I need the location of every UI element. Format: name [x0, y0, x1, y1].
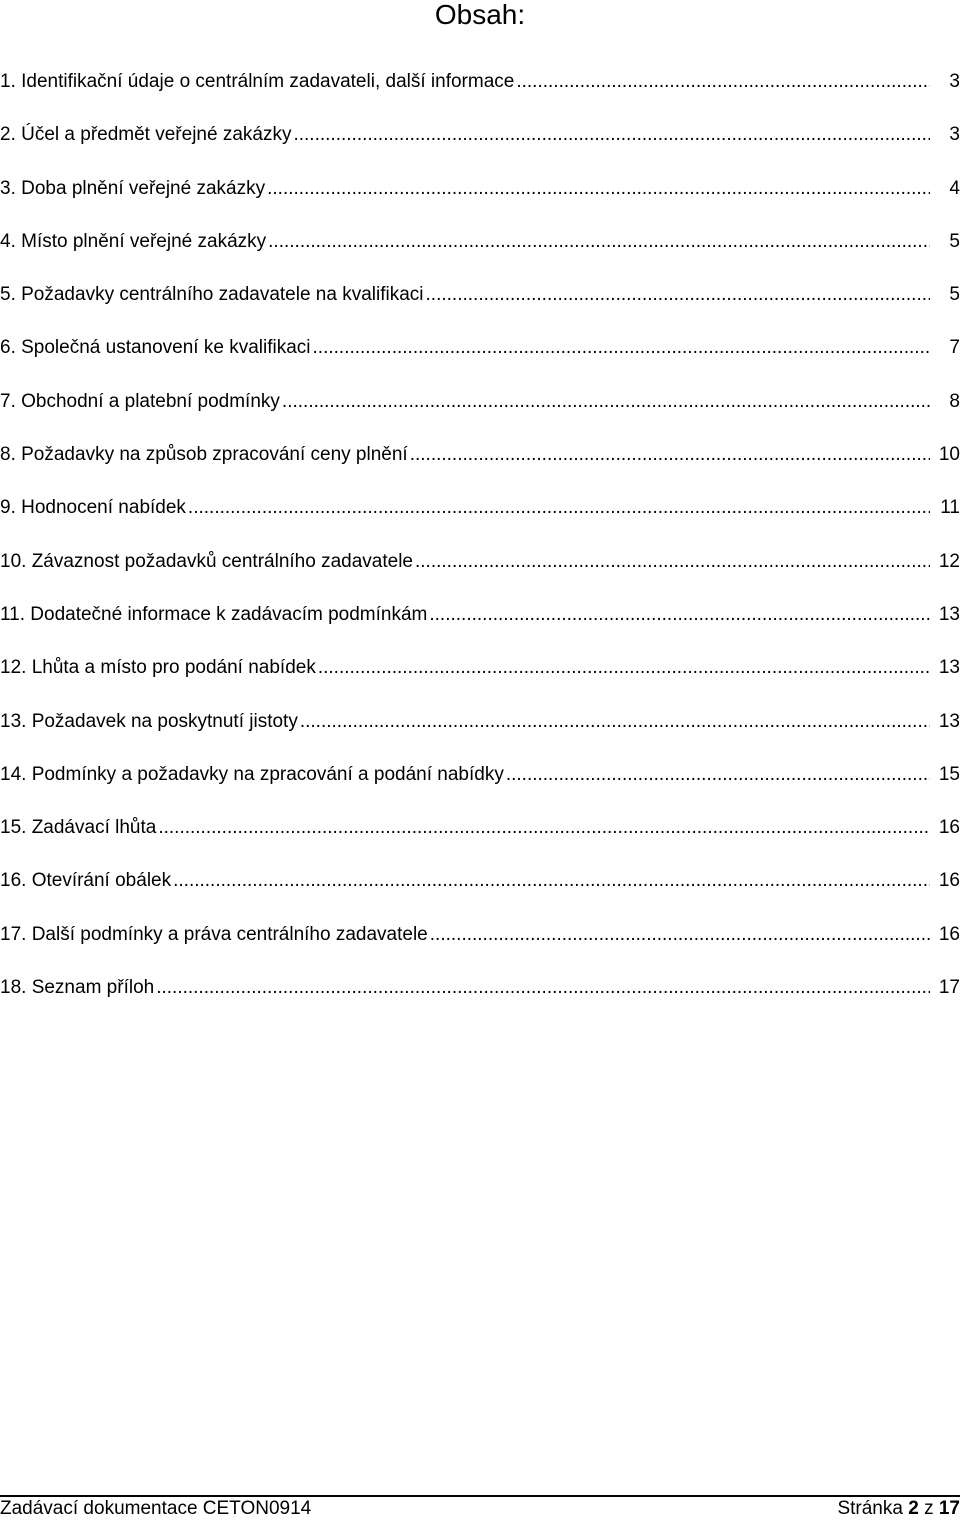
toc-entry[interactable] — [0, 386, 960, 439]
toc-entry-title: 2. Účel a předmět veřejné zakázky — [0, 124, 292, 146]
footer-page-total: 17 — [938, 1498, 960, 1519]
toc-entry[interactable] — [0, 119, 960, 172]
toc-entry-page: 4 — [949, 177, 960, 199]
toc-dot-leader — [156, 972, 930, 1004]
toc-dot-leader — [318, 652, 930, 684]
toc-entry[interactable] — [0, 972, 960, 1025]
footer-page-separator: z — [924, 1498, 934, 1519]
toc-dot-leader — [282, 386, 930, 418]
toc-entry[interactable] — [0, 66, 960, 119]
toc-dot-leader — [267, 173, 930, 205]
page-footer — [0, 1495, 960, 1521]
toc-entry-page: 13 — [938, 657, 960, 679]
toc-entry-page: 3 — [949, 71, 960, 92]
toc-dot-leader — [429, 599, 930, 631]
toc-entry-title: 3. Doba plnění veřejné zakázky — [0, 177, 266, 199]
toc-entry-title: 6. Společná ustanovení ke kvalifikaci — [0, 337, 311, 359]
toc-dot-leader — [158, 812, 930, 844]
toc-entry-title: 16. Otevírání obálek — [0, 870, 172, 892]
toc-entry-page: 16 — [938, 923, 960, 945]
toc-entry[interactable] — [0, 759, 960, 812]
toc-entry-title: 7. Obchodní a platební podmínky — [0, 390, 280, 412]
toc-entry-title: 8. Požadavky na způsob zpracování ceny plnění — [0, 444, 408, 466]
footer-document-title: Zadávací dokumentace CETON0914 — [0, 1498, 312, 1519]
toc-entry[interactable] — [0, 546, 960, 599]
toc-dot-leader — [300, 706, 930, 738]
toc-dot-leader — [268, 226, 930, 258]
toc-dot-leader — [430, 919, 930, 951]
toc-entry[interactable] — [0, 492, 960, 545]
footer-page-current: 2 — [908, 1498, 919, 1519]
toc-entry[interactable] — [0, 652, 960, 705]
toc-entry-title: 17. Další podmínky a práva centrálního zadavatele — [0, 923, 428, 945]
toc-entry-title: 13. Požadavek na poskytnutí jistoty — [0, 710, 298, 732]
table-of-contents — [0, 66, 960, 1025]
toc-entry-page: 15 — [938, 763, 960, 785]
toc-dot-leader — [506, 759, 930, 791]
toc-entry-page: 8 — [949, 390, 960, 412]
toc-entry[interactable] — [0, 332, 960, 385]
toc-entry-title: 14. Podmínky a požadavky na zpracování a podání nabídky — [0, 763, 504, 785]
toc-entry[interactable] — [0, 599, 960, 652]
toc-entry[interactable] — [0, 865, 960, 918]
toc-entry-page: 16 — [938, 817, 960, 839]
toc-entry-title: 12. Lhůta a místo pro podání nabídek — [0, 657, 316, 679]
footer-page-number — [837, 1497, 960, 1521]
toc-heading: Obsah: — [434, 0, 526, 30]
toc-entry-title: 11. Dodatečné informace k zadávacím podmínkám — [0, 603, 428, 625]
footer-page-label: Stránka — [837, 1498, 903, 1519]
toc-entry-page: 7 — [949, 337, 960, 359]
toc-entry-title: 4. Místo plnění veřejné zakázky — [0, 230, 267, 252]
toc-dot-leader — [415, 546, 930, 578]
toc-entry-page: 5 — [949, 230, 960, 252]
toc-entry[interactable] — [0, 226, 960, 279]
toc-entry[interactable] — [0, 173, 960, 226]
toc-entry-page: 16 — [938, 870, 960, 892]
toc-entry-page: 17 — [938, 977, 960, 999]
toc-dot-leader — [188, 492, 930, 524]
toc-entry-title: 1. Identifikační údaje o centrálním zadavateli, další informace — [0, 71, 515, 92]
toc-entry[interactable] — [0, 812, 960, 865]
toc-dot-leader — [426, 279, 930, 311]
toc-entry[interactable] — [0, 919, 960, 972]
toc-entry-title: 5. Požadavky centrálního zadavatele na kvalifikaci — [0, 284, 424, 306]
toc-entry[interactable] — [0, 706, 960, 759]
toc-entry[interactable] — [0, 439, 960, 492]
toc-entry-page: 10 — [938, 444, 960, 466]
toc-entry[interactable] — [0, 279, 960, 332]
toc-entry-title: 9. Hodnocení nabídek — [0, 497, 186, 519]
toc-entry-page: 5 — [949, 284, 960, 306]
toc-entry-page: 3 — [949, 124, 960, 146]
toc-entry-title: 18. Seznam příloh — [0, 977, 155, 999]
toc-dot-leader — [173, 865, 930, 897]
toc-entry-page: 11 — [940, 497, 960, 519]
toc-entry-title: 10. Závaznost požadavků centrálního zadavatele — [0, 550, 413, 572]
toc-dot-leader — [293, 119, 930, 151]
toc-entry-page: 12 — [938, 550, 960, 572]
toc-dot-leader — [410, 439, 930, 471]
toc-dot-leader — [313, 332, 930, 364]
toc-entry-page: 13 — [938, 710, 960, 732]
toc-dot-leader — [516, 66, 930, 98]
toc-entry-title: 15. Zadávací lhůta — [0, 817, 157, 839]
toc-entry-page: 13 — [938, 603, 960, 625]
